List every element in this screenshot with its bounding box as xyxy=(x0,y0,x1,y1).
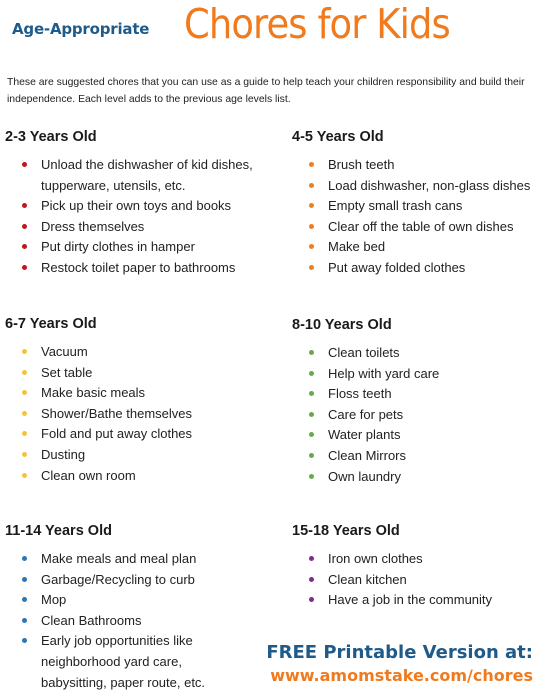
chore-text: Water plants xyxy=(328,427,401,443)
bullet-dot-icon xyxy=(22,390,27,395)
age-section xyxy=(5,128,255,279)
chore-text: Dress themselves xyxy=(41,218,145,234)
bullet-dot-icon xyxy=(309,597,314,602)
chore-item xyxy=(5,342,255,363)
chore-item xyxy=(5,155,255,196)
chore-text: Mop xyxy=(41,592,67,608)
chore-text: Set table xyxy=(41,364,93,380)
bullet-dot-icon xyxy=(22,556,27,561)
bullet-dot-icon xyxy=(22,349,27,354)
bullet-dot-icon xyxy=(309,412,314,417)
chore-text: Clean Mirrors xyxy=(328,447,407,463)
section-heading: 15-18 Years Old xyxy=(292,523,400,539)
chore-text: Clean toilets xyxy=(328,345,400,360)
age-section xyxy=(292,128,542,279)
footer-callout: FREE Printable Version at: xyxy=(266,642,533,663)
chore-text: Brush teeth xyxy=(328,157,395,172)
chore-list xyxy=(292,549,542,611)
section-heading: 8-10 Years Old xyxy=(292,317,392,333)
bullet-dot-icon xyxy=(22,473,27,478)
chore-item xyxy=(292,384,542,405)
chore-text: Make basic meals xyxy=(41,385,146,401)
bullet-dot-icon xyxy=(309,350,314,355)
chore-item xyxy=(5,217,255,238)
chore-text: Make meals and meal plan xyxy=(41,551,197,566)
chore-item xyxy=(292,217,542,238)
chore-list xyxy=(5,549,237,693)
chore-item xyxy=(5,611,237,632)
section-heading: 11-14 Years Old xyxy=(5,523,112,539)
chore-item xyxy=(292,176,542,197)
age-section xyxy=(5,522,237,693)
age-section xyxy=(292,522,542,611)
bullet-dot-icon xyxy=(22,431,27,436)
chore-item xyxy=(5,237,255,258)
age-section xyxy=(5,315,255,486)
chore-item xyxy=(292,446,542,467)
bullet-dot-icon xyxy=(22,162,27,167)
chore-item xyxy=(5,631,237,693)
header-kicker: Age-Appropriate xyxy=(12,20,150,38)
chore-item xyxy=(5,570,237,591)
chore-item xyxy=(5,363,255,384)
chore-item xyxy=(292,590,542,611)
chore-item xyxy=(292,364,542,385)
bullet-dot-icon xyxy=(309,432,314,437)
chore-item xyxy=(5,445,255,466)
chore-item xyxy=(292,405,542,426)
chore-text: Garbage/Recycling to curb xyxy=(41,571,195,587)
chore-text: Clean kitchen xyxy=(328,571,407,587)
chore-text: Own laundry xyxy=(328,468,401,484)
chore-text: Restock toilet paper to bathrooms xyxy=(41,259,236,275)
page-title: Chores for Kids xyxy=(184,0,450,48)
chore-item xyxy=(292,549,542,570)
bullet-dot-icon xyxy=(22,265,27,270)
chore-item xyxy=(292,343,542,364)
bullet-dot-icon xyxy=(22,203,27,208)
bullet-dot-icon xyxy=(309,183,314,188)
chore-list xyxy=(5,342,255,486)
bullet-dot-icon xyxy=(309,162,314,167)
chore-text: Clean own room xyxy=(41,467,136,483)
intro-paragraph: These are suggested chores that you can use as a guide to help teach your children responsibility and build their independence. Each level adds to the previous age levels list. xyxy=(7,77,525,105)
bullet-dot-icon xyxy=(22,411,27,416)
chore-item xyxy=(5,549,237,570)
chore-text: Help with yard care xyxy=(328,365,440,381)
chore-text: Load dishwasher, non-glass dishes xyxy=(328,177,531,193)
chore-item xyxy=(292,467,542,488)
chore-text: Unload the dishwasher of kid dishes, tupperware, utensils, etc. xyxy=(41,157,253,193)
page-header xyxy=(0,0,543,60)
bullet-dot-icon xyxy=(309,224,314,229)
section-heading: 4-5 Years Old xyxy=(292,129,384,145)
bullet-dot-icon xyxy=(22,244,27,249)
bullet-dot-icon xyxy=(309,577,314,582)
chore-item xyxy=(292,237,542,258)
bullet-dot-icon xyxy=(22,224,27,229)
chore-text: Fold and put away clothes xyxy=(41,426,193,442)
bullet-dot-icon xyxy=(309,474,314,479)
bullet-dot-icon xyxy=(309,203,314,208)
bullet-dot-icon xyxy=(309,265,314,270)
chore-item xyxy=(292,425,542,446)
bullet-dot-icon xyxy=(22,618,27,623)
chore-text: Shower/Bathe themselves xyxy=(41,405,193,421)
chore-item xyxy=(292,155,542,176)
chore-text: Have a job in the community xyxy=(328,592,493,608)
bullet-dot-icon xyxy=(22,452,27,457)
bullet-dot-icon xyxy=(309,244,314,249)
chore-text: Pick up their own toys and books xyxy=(41,198,232,214)
chore-list xyxy=(5,155,255,279)
chore-text: Iron own clothes xyxy=(328,551,423,566)
bullet-dot-icon xyxy=(22,597,27,602)
chore-text: Care for pets xyxy=(328,406,404,422)
bullet-dot-icon xyxy=(22,577,27,582)
chore-text: Dusting xyxy=(41,446,86,462)
chore-item xyxy=(292,196,542,217)
chore-item xyxy=(5,466,255,487)
age-section xyxy=(292,316,542,487)
bullet-dot-icon xyxy=(22,638,27,643)
chore-item xyxy=(5,383,255,404)
chore-text: Vacuum xyxy=(41,344,88,359)
section-heading: 6-7 Years Old xyxy=(5,316,97,332)
chore-item xyxy=(5,590,237,611)
chore-text: Put away folded clothes xyxy=(328,259,466,275)
chore-text: Put dirty clothes in hamper xyxy=(41,239,195,255)
section-heading: 2-3 Years Old xyxy=(5,129,97,145)
chore-list xyxy=(292,155,542,279)
chore-text: Early job opportunities like neighborhood yard care, babysitting, paper route, etc. xyxy=(41,633,206,690)
footer-url-link[interactable]: www.amomstake.com/chores xyxy=(270,666,533,685)
chore-item xyxy=(292,258,542,279)
printable-footer xyxy=(266,641,533,687)
bullet-dot-icon xyxy=(309,371,314,376)
chore-text: Clear off the table of own dishes xyxy=(328,218,514,234)
chore-text: Empty small trash cans xyxy=(328,198,463,214)
chore-text: Make bed xyxy=(328,239,386,255)
bullet-dot-icon xyxy=(309,391,314,396)
chore-text: Clean Bathrooms xyxy=(41,612,142,628)
chore-item xyxy=(292,570,542,591)
chore-text: Floss teeth xyxy=(328,386,392,402)
chore-item xyxy=(5,258,255,279)
bullet-dot-icon xyxy=(309,453,314,458)
chore-item xyxy=(5,424,255,445)
chore-list xyxy=(292,343,542,487)
bullet-dot-icon xyxy=(309,556,314,561)
chore-item xyxy=(5,196,255,217)
chore-item xyxy=(5,404,255,425)
bullet-dot-icon xyxy=(22,370,27,375)
